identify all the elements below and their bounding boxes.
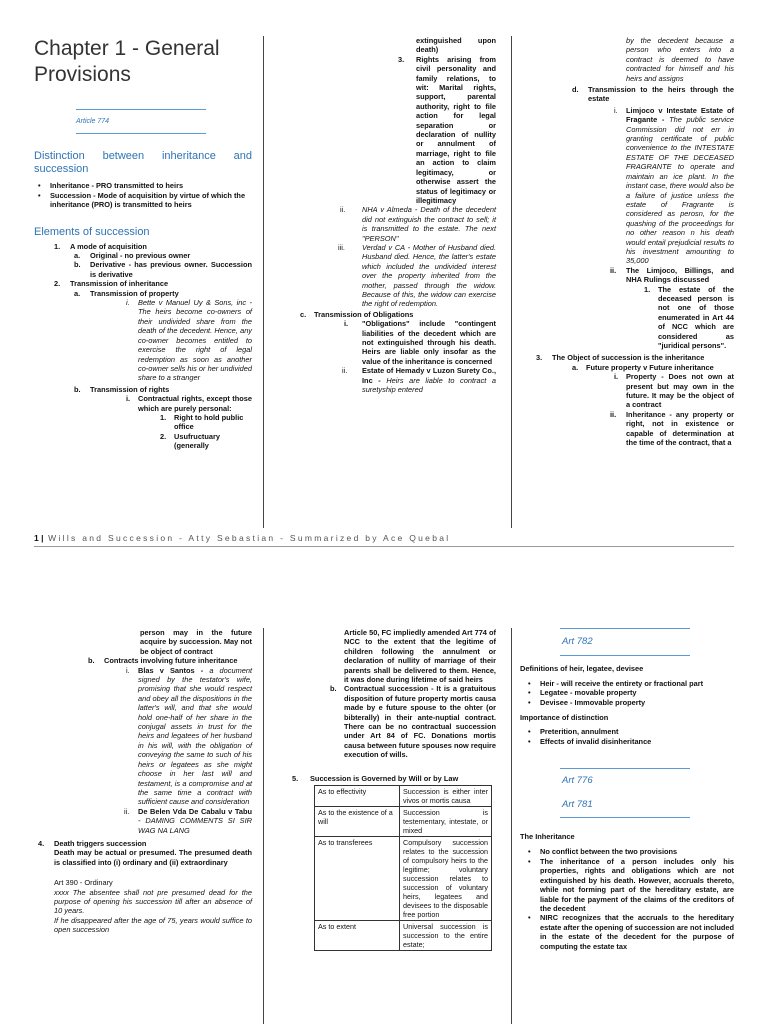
list-item: b. Contracts involving future inheritance	[88, 656, 238, 666]
footer-text: Wills and Succession - Atty Sebastian - Summarized by Ace Quebal	[48, 533, 451, 543]
list-item: a. Transmission of property	[74, 288, 179, 298]
succession-table	[314, 785, 492, 951]
list-item: 1. Right to hold public office	[160, 412, 244, 432]
divider	[76, 133, 206, 134]
list-item: • Succession - Mode of acquisition by virtue of which the inheritance (PRO) is transmitted to heirs	[34, 191, 252, 210]
column-divider	[263, 36, 264, 528]
list-item: by the decedent because a person who enters into a contract is deemed to have contracted for himself and his heirs and assigns	[626, 36, 734, 83]
case-hemady-v-luzon-surety: ii. Estate of Hemady v Luzon Surety Co., Inc - Heirs are liable to contract a suretyship entered	[342, 366, 497, 395]
case-bette-v-manuel-uy: i. Bette v Manuel Uy & Sons, inc - The heirs become co-owners of their undivided share from the death of the decedent. Hence, any co-owner becomes entitled to exercise the right of legal redemption as soon as another co-owner sells his or her undivided share to a stranger	[126, 298, 252, 383]
paragraph: Death may be actual or presumed. The presumed death is classified into (i) ordinary and (ii) extraordinary	[54, 848, 252, 867]
page-footer	[34, 533, 734, 543]
list-item: i. Property - Does not own at present but may own in the future. It may be the object of a contract	[614, 372, 734, 410]
list-item: 1. The estate of the deceased person is not one of those enumerated in Art 44 of NCC which are considered as "juridical persons".	[644, 284, 734, 350]
article-774-heading: Article 774	[76, 118, 110, 125]
case-de-belen-v-tabu: ii. De Belen Vda De Cabalu v Tabu - DAMING COMMENTS SI SIR WAG NA LANG	[124, 806, 252, 835]
list-item: ii. The Limjoco, Billings, and NHA Rulings discussed	[610, 265, 734, 285]
list-item: • NIRC recognizes that the accruals to the hereditary estate after the opening of succession are not included in the estate of the decedent for the purpose of computing the estate tax	[524, 913, 734, 951]
list-item: b. Contractual succession - It is a gratuitous disposition of future property mortis causa made by e future spouse to the ohter (or bibterally) in their ante-nuptial contract. There can be no contractual succession under Art 84 of FC. Donations mortis causa between future spouses now require execution of wills.	[330, 684, 496, 760]
list-item: 1. A mode of acquisition	[54, 241, 147, 251]
list-item: extinguished upon death)	[416, 36, 496, 55]
list-item: • Effects of invalid disinheritance	[524, 737, 734, 746]
page2-column-3	[520, 628, 734, 951]
page2-column-1	[34, 628, 252, 935]
table-row	[315, 807, 492, 837]
article-776-heading: Art 776	[562, 775, 593, 787]
table-cell: As to extent	[315, 921, 400, 951]
case-nha-v-almeda: ii. NHA v Almeda - Death of the decedent did not extinguish the contract to sell; it is transmitted to the estate. The next "PERSON"	[340, 205, 496, 243]
divider	[560, 817, 690, 818]
page2-column-2	[274, 628, 496, 951]
table-cell: Succession is either inter vivos or mortis causa	[400, 786, 492, 807]
list-item: • No conflict between the two provisions	[524, 847, 734, 856]
list-item: ii. Inheritance - any property or right, not in existence or capable of determination at the time of the contract, that a	[610, 409, 734, 448]
list-item: b. Transmission of rights	[74, 384, 170, 394]
divider	[76, 109, 206, 110]
column-divider	[263, 628, 264, 1024]
article-781-heading: Art 781	[562, 798, 593, 810]
list-item: b. Derivative - has previous owner. Succession is derivative	[74, 260, 252, 279]
column-divider	[511, 36, 512, 528]
divider	[560, 628, 690, 629]
paragraph: Article 50, FC impliedly amended Art 774 of NCC to the extent that the legitime of children following the annulment or declaration of nullity of marriage of their parents shall be delivered to them. Hence, it was done during lifetime of said heirs	[344, 628, 496, 685]
table-row	[315, 921, 492, 951]
table-cell: Universal succession is succession to the entire estate;	[400, 921, 492, 951]
list-item: 4. Death triggers succession	[38, 838, 147, 848]
distinction-list	[34, 181, 252, 209]
list-item: c. Transmission of Obligations	[300, 309, 414, 319]
list-item: a. Original - no previous owner	[74, 251, 191, 261]
case-blas-v-santos: i. Blas v Santos - a document signed by the testator's wife, promising that she would respect and obey all the dispositions in the latter's will, and that she would hold one-half of her share in the conjugal assets in trust for the heirs and legatees of her husband in his will, with the obligation of conveying the same to such of his heirs or legatees as she might choose in her last will and testament, is a compromise and at the same time a contract with sufficient cause and consideration	[126, 665, 252, 807]
divider	[560, 655, 690, 656]
column-divider	[511, 628, 512, 1024]
table-cell: As to transferees	[315, 837, 400, 921]
table-cell: As to the existence of a will	[315, 807, 400, 837]
inheritance-list	[520, 847, 734, 950]
divider	[560, 768, 690, 769]
list-item: 2. Transmission of inheritance	[54, 279, 169, 289]
case-limjoco-v-fragante: i. Limjoco v Intestate Estate of Fragante - The public service Commission did not err in granting certificate of public convenience to the INTESTATE ESTATE OF THE DECEASED FRAGRANTE to operate and maintain an ice plant. In the instant case, there would also be a failure of justice unless the estate of Fragrante is considered as perosn, for the quashing of the proceedings for no other reason n his death would entail prejudicial results to his investment amounting to 35,000	[614, 105, 734, 266]
table-cell: As to effectivity	[315, 786, 400, 807]
list-item: • Preterition, annulment	[524, 727, 734, 736]
table-row	[315, 786, 492, 807]
page1-column-1	[34, 36, 252, 451]
case-verdad-v-ca: iii. Verdad v CA - Mother of Husband died. Husband died. Hence, the latter's estate which included the undivided interest over the property inherited from the mother, passed through the widow. Because of this, the widow can exercise the right of redemption.	[338, 242, 496, 309]
list-item: • Inheritance - PRO transmitted to heirs	[34, 181, 252, 190]
page-2	[0, 600, 768, 1024]
chapter-title: Chapter 1 - General Provisions	[34, 37, 220, 86]
list-item: • Legatee - movable property	[524, 688, 734, 697]
page-number: 1 |	[34, 533, 44, 543]
definitions-heading: Definitions of heir, legatee, devisee	[520, 664, 644, 674]
article-390-heading: Art 390 - Ordinary	[54, 878, 113, 888]
table-row	[315, 837, 492, 921]
distinction-heading: Distinction between inheritance and succession	[34, 150, 252, 176]
list-item: a. Future property v Future inheritance	[572, 362, 714, 372]
list-item: 3. Rights arising from civil personality and family relations, to wit: Marital rights, support, parental authority, right to file action for legal separation or declaration of nullity or annulment of marriage, right to file an action to claim legitimacy, or otherwise assert the status of legitimacy or illegitimacy	[398, 54, 496, 205]
paragraph: If he disappeared after the age of 75, years would suffice to open succession	[54, 915, 252, 935]
list-item: • Devisee - Immovable property	[524, 698, 734, 707]
table-cell: Succession is testementary, intestate, or mixed	[400, 807, 492, 837]
page1-column-2	[274, 36, 496, 394]
page1-column-3	[522, 36, 734, 447]
paragraph: xxxx The absentee shall not pre presumed dead for the purpose of opening his succession till after an absence of 10 years.	[54, 887, 252, 916]
list-item: 5. Succession is Governed by Will or by Law	[292, 773, 459, 783]
list-item: i. "Obligations" include "contingent liabilities of the decedent which are not extinguished through his death. Heirs are liable only insofar as the value of the inheritance is concerned	[344, 319, 496, 366]
list-item: 2. Usufructuary (generally	[160, 431, 220, 451]
list-item: • Heir - will receive the entirety or fractional part	[524, 679, 734, 688]
list-item: • The inheritance of a person includes only his properties, rights and obligations which are not extinguished by his death. However, accruals thereto, while not forming part of the hereditary estate, are liable for the payment of the claims of the creditors of the decedent	[524, 857, 734, 913]
table-cell: Compulsory succession relates to the succession of compulsory heirs to the legitime; voluntary succession relates to succession of voluntary heirs, legatees and devisees to the disposable free portion	[400, 837, 492, 921]
definitions-list	[520, 679, 734, 707]
list-item: 3. The Object of succession is the inheritance	[536, 353, 705, 363]
importance-heading: Importance of distinction	[520, 713, 609, 723]
importance-list	[520, 727, 734, 746]
list-item: d. Transmission to the heirs through the estate	[572, 85, 734, 104]
list-item: person may in the future acquire by succession. May not be object of contract	[140, 628, 252, 656]
article-782-heading: Art 782	[562, 636, 593, 647]
inheritance-heading: The Inheritance	[520, 832, 575, 842]
footer-divider	[34, 546, 734, 547]
list-item: i. Contractual rights, except those which are purely personal:	[126, 394, 252, 413]
elements-heading: Elements of succession	[34, 225, 150, 238]
